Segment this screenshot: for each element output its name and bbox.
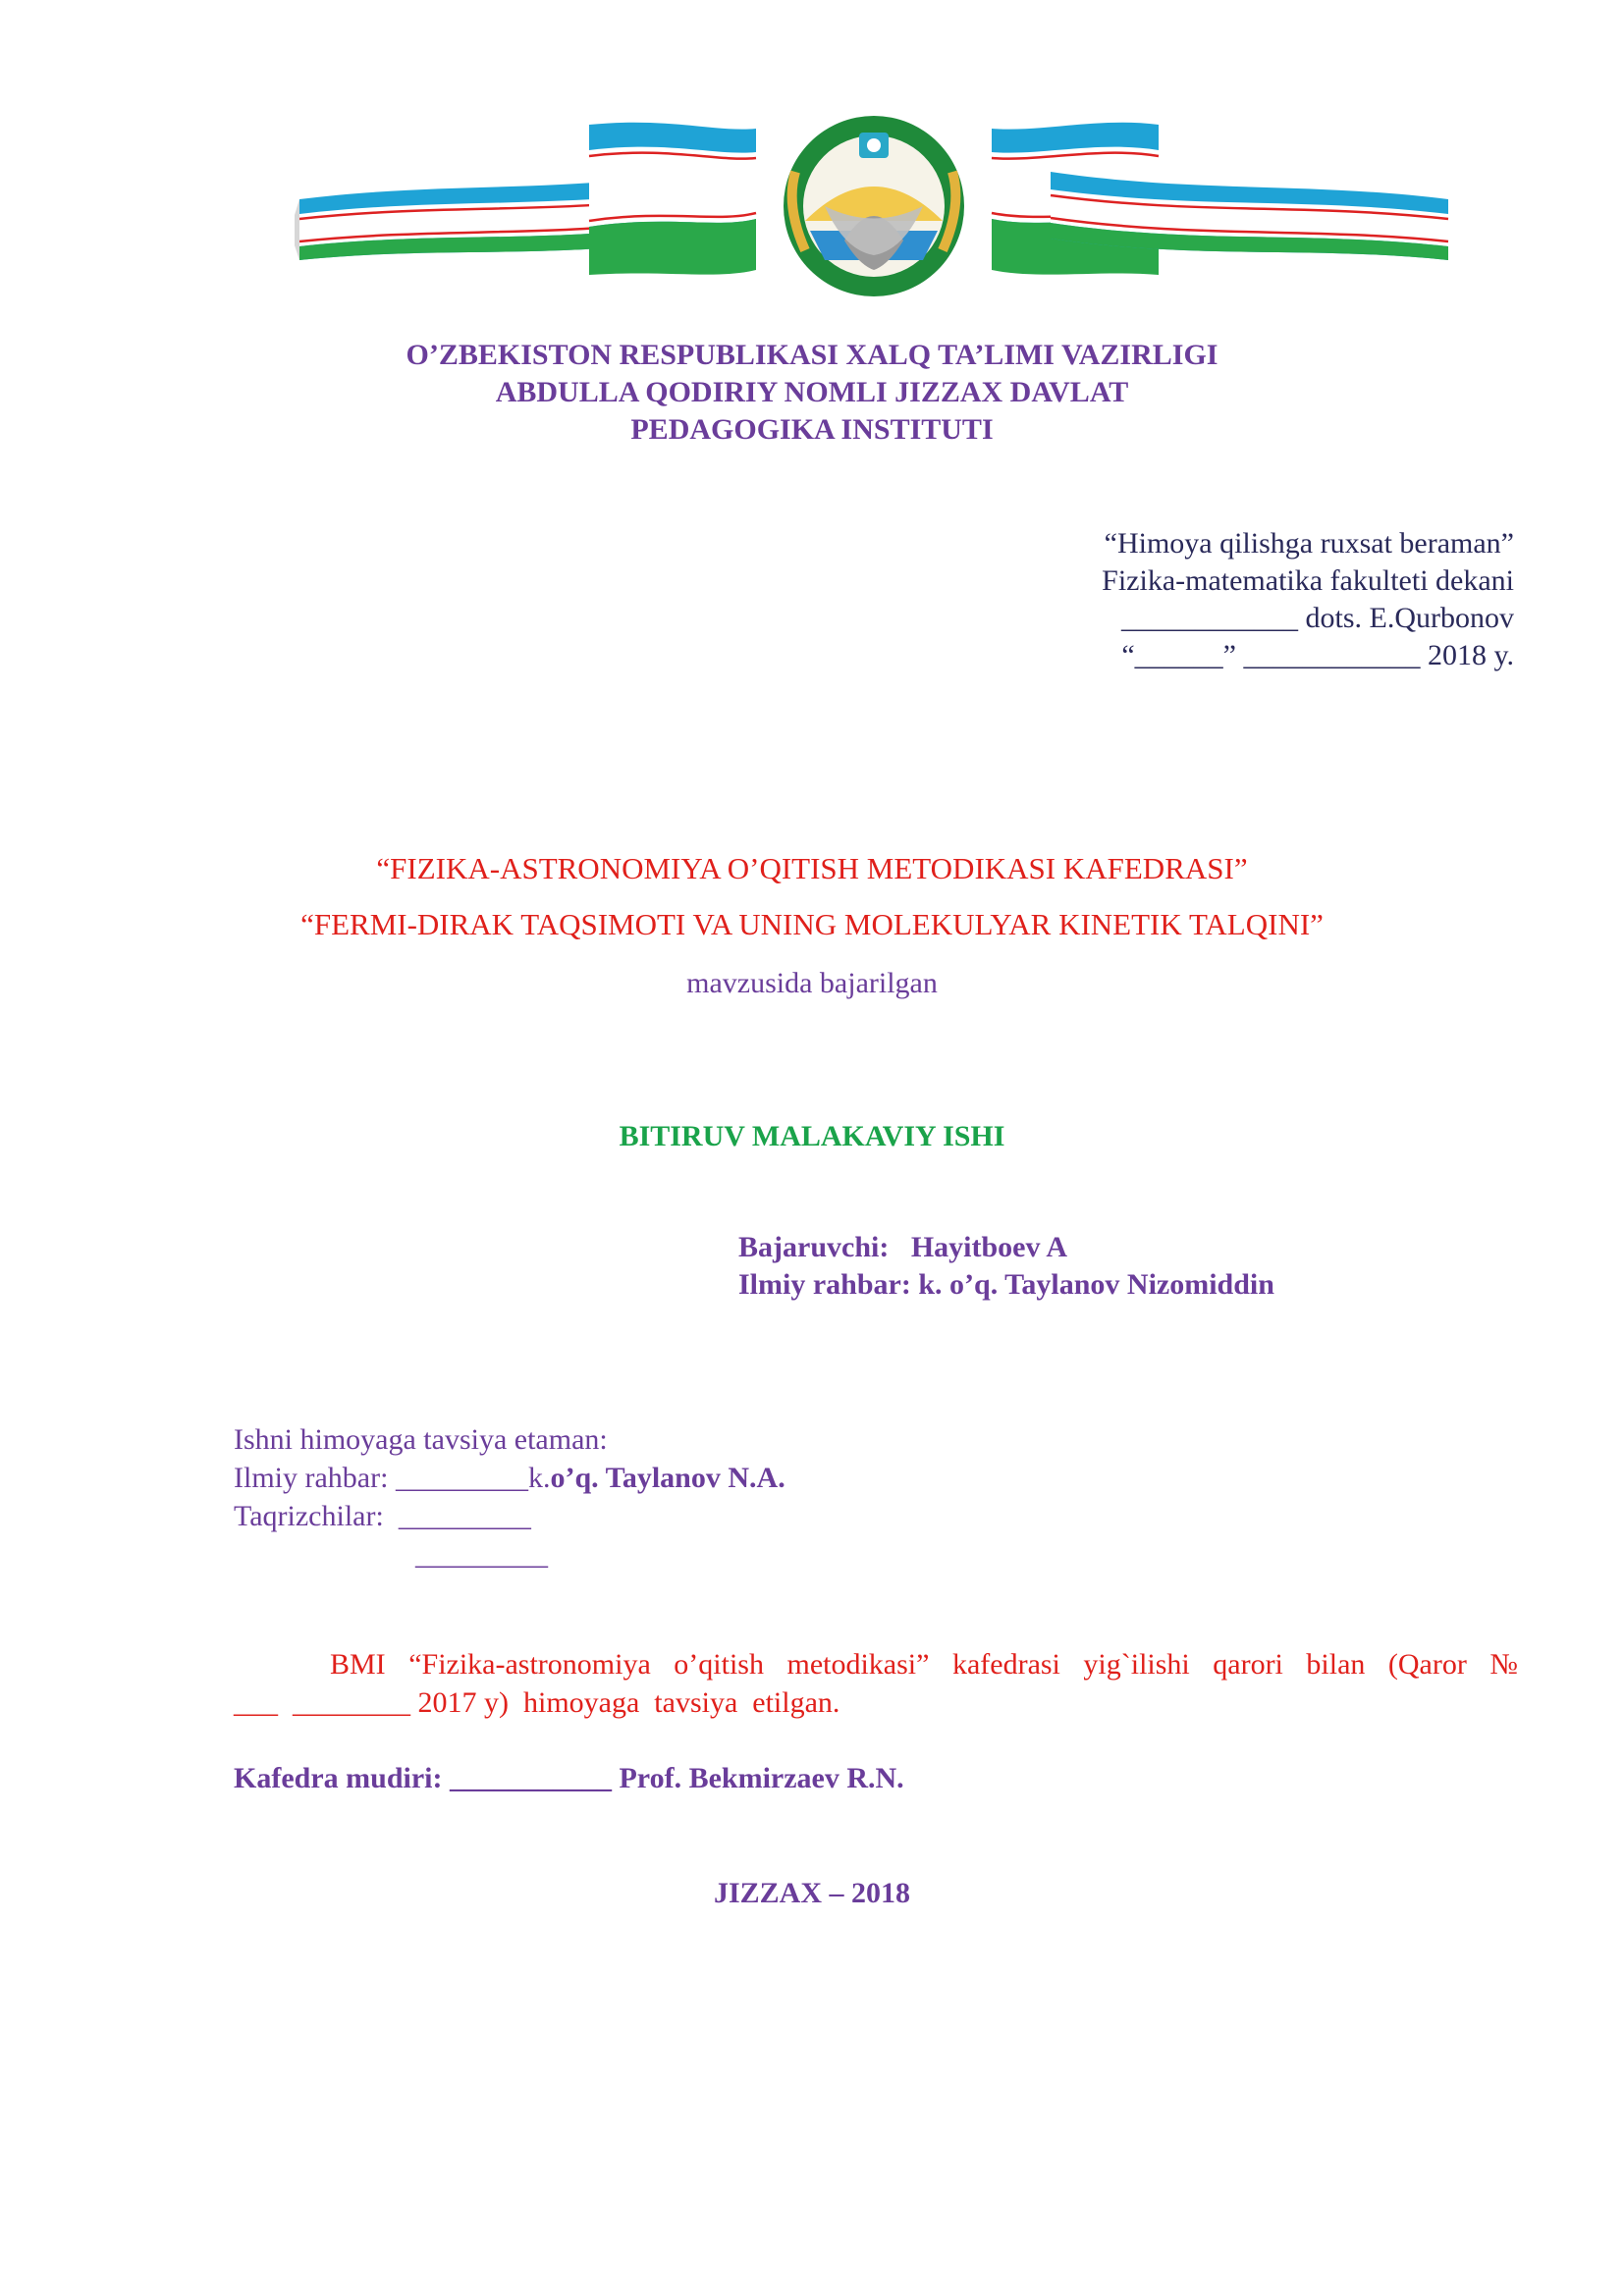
state-emblem-ribbon (295, 113, 1453, 309)
approval-position: Fizika-matematika fakulteti dekani (1102, 564, 1514, 597)
ministry-title: O’ZBEKISTON RESPUBLIKASI XALQ TA’LIMI VAZIRLIGI (406, 339, 1218, 371)
performer-line (738, 1229, 1067, 1266)
recommend-heading: Ishni himoyaga tavsiya etaman: (234, 1423, 608, 1456)
approval-block (1102, 525, 1514, 674)
head-label: Kafedra mudiri: ___________ (234, 1762, 612, 1794)
supervisor-line (738, 1266, 1274, 1304)
approval-phrase: “Himoya qilishga ruxsat beraman” (1104, 527, 1514, 560)
institute-name-line1: ABDULLA QODIRIY NOMLI JIZZAX DAVLAT (495, 376, 1129, 408)
decision-line2: ___ ________ 2017 y) himoyaga tavsiya etilgan. (234, 1686, 840, 1719)
supervisor-name: k. o’q. Taylanov Nizomiddin (918, 1268, 1274, 1301)
performer-name: Hayitboev A (910, 1231, 1067, 1263)
recommend-supervisor-label: Ilmiy rahbar: _________k. (234, 1462, 551, 1494)
reviewers-line: Taqrizchilar: _________ (234, 1500, 531, 1532)
supervisor-label: Ilmiy rahbar: (738, 1268, 911, 1301)
reviewers-blank: _________ (415, 1538, 548, 1571)
institute-name-line2: PEDAGOGIKA INSTITUTI (630, 413, 994, 446)
recommend-supervisor-name: o’q. Taylanov N.A. (550, 1462, 785, 1494)
decision-line1: BMI “Fizika-astronomiya o’qitish metodikasi” kafedrasi yig`ilishi qarori bilan (Qaror № (330, 1648, 1518, 1681)
city-year-footer: JIZZAX – 2018 (713, 1877, 911, 1909)
recommend-supervisor-line (234, 1459, 785, 1497)
approval-signature: ____________ dots. E.Qurbonov (1121, 602, 1514, 634)
emblem-icon (295, 113, 1453, 309)
work-type-title: BITIRUV MALAKAVIY ISHI (619, 1120, 1005, 1152)
topic-suffix: mavzusida bajarilgan (686, 967, 938, 999)
thesis-topic: “FERMI-DIRAK TAQSIMOTI VA UNING MOLEKULYAR KINETIK TALQINI” (300, 907, 1324, 941)
head-name: Prof. Bekmirzaev R.N. (619, 1762, 904, 1794)
approval-date: “______” ____________ 2018 y. (1121, 639, 1514, 671)
department-title: “FIZIKA-ASTRONOMIYA O’QITISH METODIKASI KAFEDRASI” (376, 851, 1248, 885)
performer-label: Bajaruvchi: (738, 1231, 890, 1263)
head-of-department-line (234, 1759, 904, 1797)
